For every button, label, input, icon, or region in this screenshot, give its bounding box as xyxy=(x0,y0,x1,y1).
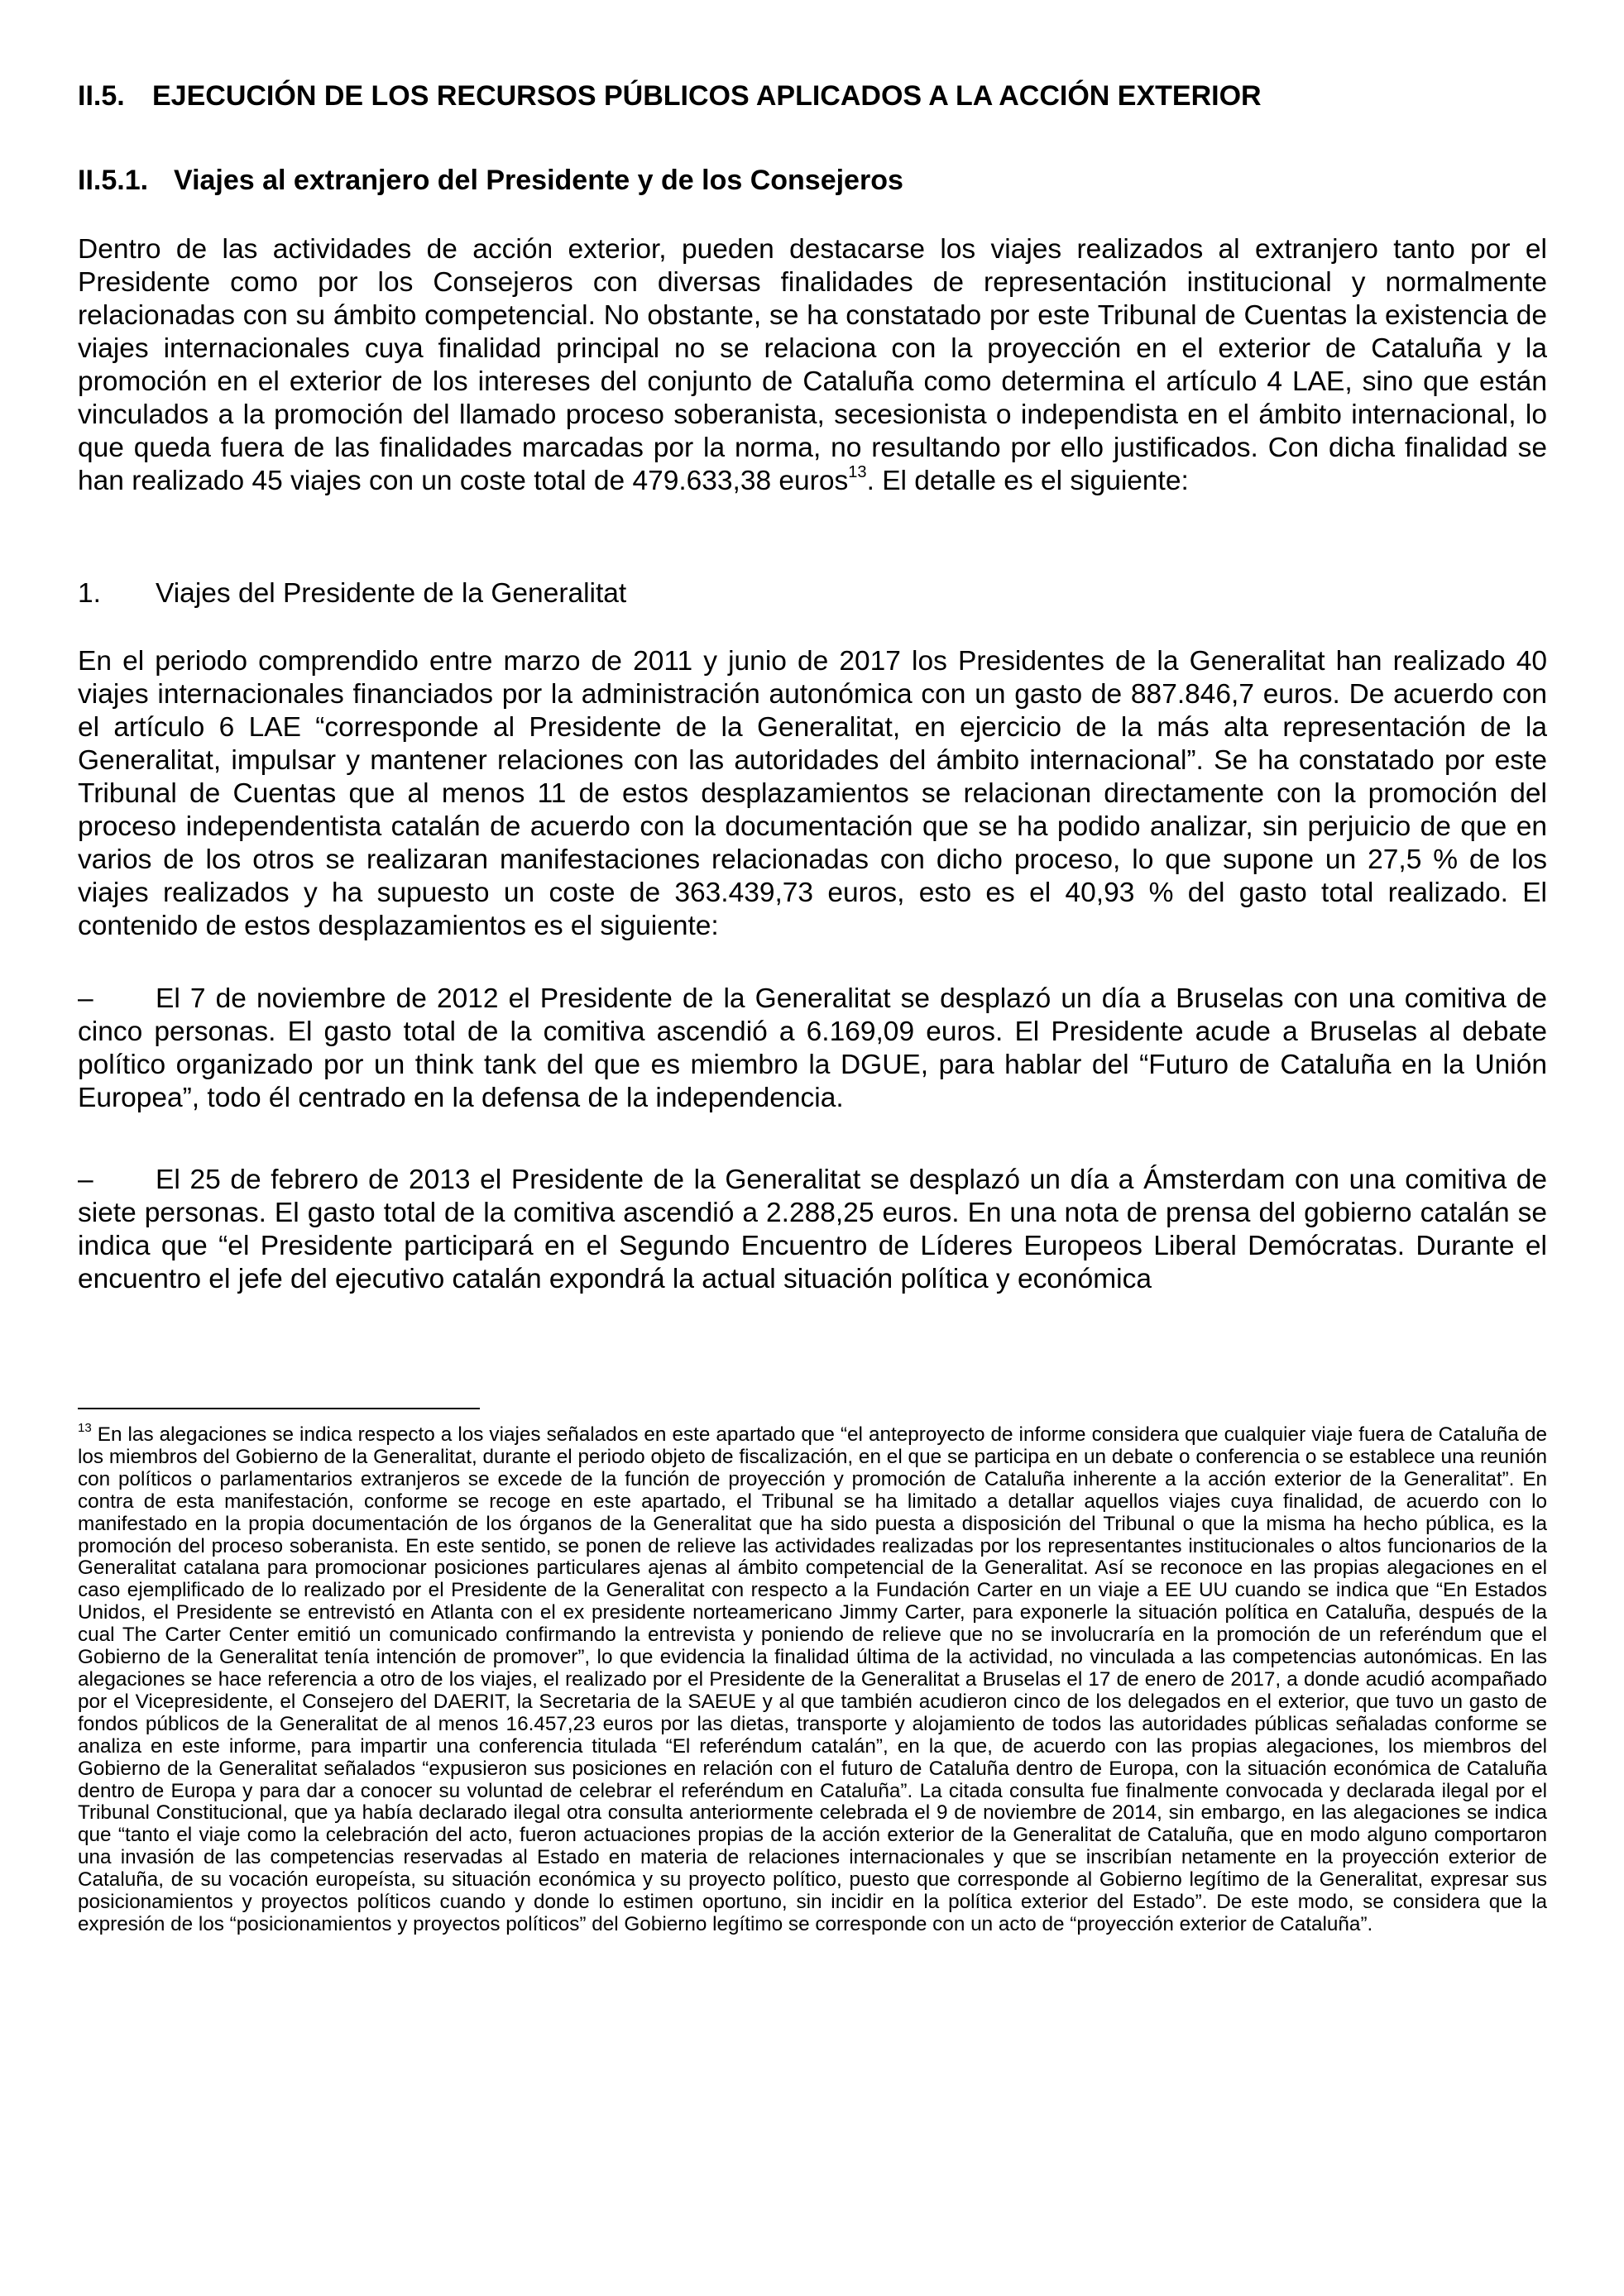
list-item-number: 1. xyxy=(78,578,101,609)
subsection-title: Viajes al extranjero del Presidente y de los Consejeros xyxy=(174,165,903,196)
footnote-text: En las alegaciones se indica respecto a los viajes señalados en este apartado que “el anteproyecto de informe considera que cualquier viaje fuera de Cataluña de los miembros del Gobierno de la Generalitat, durante el periodo objeto de fiscalización, en el que se participa en un debate o conferencia o se establece una reunión con políticos o parlamentarios extranjeros se excede de la función de proyección y promoción de Cataluña inherente a la acción exterior de la Generalitat”. En contra de esta manifestación, conforme se recoge en este apartado, el Tribunal se ha limitado a detallar aquellos viajes cuya finalidad, de acuerdo con lo manifestado en la propia documentación de los órganos de la Generalitat que ha sido puesta a disposición del Tribunal o que la misma ha hecho pública, es la promoción del proceso soberanista. En este sentido, se ponen de relieve las actividades realizadas por los representantes institucionales o altos funcionarios de la Generalitat catalana para promocionar posiciones particulares ajenas al ámbito competencial de la Generalitat. Así se reconoce en las propias alegaciones en el caso ejemplificado de lo realizado por el Presidente de la Generalitat con respecto a la Fundación Carter en un viaje a EE UU cuando se indica que “En Estados Unidos, el Presidente se entrevistó en Atlanta con el ex presidente norteamericano Jimmy Carter, para exponerle la situación política en Cataluña, después de la cual The Carter Center emitió un comunicado confirmando la entrevista y poniendo de relieve que no se involucraría en la promoción de un referéndum que el Gobierno de la Generalitat tenía intención de promover”, lo que evidencia la finalidad última de la actividad, no vinculada a las competencias autonómicas. En las alegaciones se hace referencia a otro de los viajes, el realizado por el Presidente de la Generalitat a Bruselas el 17 de enero de 2017, a donde acudió acompañado por el Vicepresidente, el Consejero del DAERIT, la Secretaria de la SAEUE y al que también acudieron cinco de los delegados en el exterior, que tuvo un gasto de fondos públicos de la Generalitat de al menos 16.457,23 euros por las dietas, transporte y alojamiento de todos las autoridades públicas señaladas conforme se analiza en este informe, para impartir una conferencia titulada “El referéndum catalán”, en la que, de acuerdo con las propias alegaciones, los miembros del Gobierno de la Generalitat señalados “expusieron sus posiciones en relación con el futuro de Cataluña dentro de Europa, con la situación económica de Cataluña dentro de Europa y para dar a conocer su voluntad de celebrar el referéndum en Cataluña”. La citada consulta fue finalmente convocada y declarada ilegal por el Tribunal Constitucional, que ya había declarado ilegal otra consulta anteriormente celebrada el 9 de noviembre de 2014, sin embargo, en las alegaciones se indica que “tanto el viaje como la celebración del acto, fueron actuaciones propias de la acción exterior de la Generalitat de Cataluña, que en modo alguno comportaron una invasión de las competencias reservadas al Estado en materia de relaciones internacionales y que se inscribían netamente en la proyección exterior de Cataluña, de su vocación europeísta, su situación económica y su proyecto político, puesto que corresponde al Gobierno legítimo de la Generalitat, expresar sus posicionamientos y proyectos políticos cuando y donde lo estimen oportuno, sin incidir en la política exterior del Estado”. De este modo, se considera que la expresión de los “posicionamientos y proyectos políticos” del Gobierno legítimo se corresponde con un acto de “proyección exterior de Cataluña”. xyxy=(78,1423,1547,1935)
dash-bullet: – xyxy=(78,983,93,1014)
trip-item xyxy=(78,1164,1547,1296)
trip-text: El 7 de noviembre de 2012 el Presidente de la Generalitat se desplazó un día a Bruselas con una comitiva de cinco personas. El gasto total de la comitiva ascendió a 6.169,09 euros. El Presidente acude a Bruselas al debate político organizado por un think tank del que es miembro la DGUE, para hablar del “Futuro de Cataluña en la Unión Europea”, todo él centrado en la defensa de la independencia. xyxy=(78,983,1547,1113)
dash-bullet: – xyxy=(78,1165,93,1195)
footnote xyxy=(78,1420,1547,1936)
footnote-reference[interactable]: 13 xyxy=(848,462,867,481)
subsection-heading xyxy=(78,164,903,197)
footnote-separator xyxy=(78,1408,480,1409)
intro-text: Dentro de las actividades de acción exterior, pueden destacarse los viajes realizados al extranjero tanto por el Presidente como por los Consejeros con diversas finalidades de representación institucional y normalmente relacionadas con su ámbito competencial. No obstante, se ha constatado por este Tribunal de Cuentas la existencia de viajes internacionales cuya finalidad principal no se relaciona con la proyección en el exterior de Cataluña y la promoción en el exterior de los intereses del conjunto de Cataluña como determina el artículo 4 LAE, sino que están vinculados a la promoción del llamado proceso soberanista, secesionista o independista en el ámbito internacional, lo que queda fuera de las finalidades marcadas por la norma, no resultando por ello justificados. Con dicha finalidad se han realizado 45 viajes con un coste total de 479.633,38 euros xyxy=(78,234,1547,496)
intro-text-after: . El detalle es el siguiente: xyxy=(866,466,1189,496)
section-number: II.5. xyxy=(78,80,125,112)
trip-text: El 25 de febrero de 2013 el Presidente de la Generalitat se desplazó un día a Ámsterdam con una comitiva de siete personas. El gasto total de la comitiva ascendió a 2.288,25 euros. En una nota de prensa del gobierno catalán se indica que “el Presidente participará en el Segundo Encuentro de Líderes Europeos Liberal Demócratas. Durante el encuentro el jefe del ejecutivo catalán expondrá la actual situación política y económica xyxy=(78,1165,1547,1294)
footnote-number: 13 xyxy=(78,1420,92,1435)
intro-paragraph xyxy=(78,233,1547,498)
president-paragraph: En el periodo comprendido entre marzo de 2011 y junio de 2017 los Presidentes de la Generalitat han realizado 40 viajes internacionales financiados por la administración autonómica con un gasto de 887.846,7 euros. De acuerdo con el artículo 6 LAE “corresponde al Presidente de la Generalitat, en ejercicio de la más alta representación de la Generalitat, impulsar y mantener relaciones con las autoridades del ámbito internacional”. Se ha constatado por este Tribunal de Cuentas que al menos 11 de estos desplazamientos se relacionan directamente con la promoción del proceso independentista catalán de acuerdo con la documentación que se ha podido analizar, sin perjuicio de que en varios de los otros se realizaran manifestaciones relacionadas con dicho proceso, lo que supone un 27,5 % de los viajes realizados y ha supuesto un coste de 363.439,73 euros, esto es el 40,93 % del gasto total realizado. El contenido de estos desplazamientos es el siguiente: xyxy=(78,646,1547,941)
section-heading xyxy=(78,79,1262,112)
list-item-title: Viajes del Presidente de la Generalitat xyxy=(156,578,627,609)
subsection-number: II.5.1. xyxy=(78,165,149,196)
trip-item xyxy=(78,983,1547,1115)
list-item-heading xyxy=(78,577,626,610)
section-title: EJECUCIÓN DE LOS RECURSOS PÚBLICOS APLICADOS A LA ACCIÓN EXTERIOR xyxy=(152,80,1262,112)
